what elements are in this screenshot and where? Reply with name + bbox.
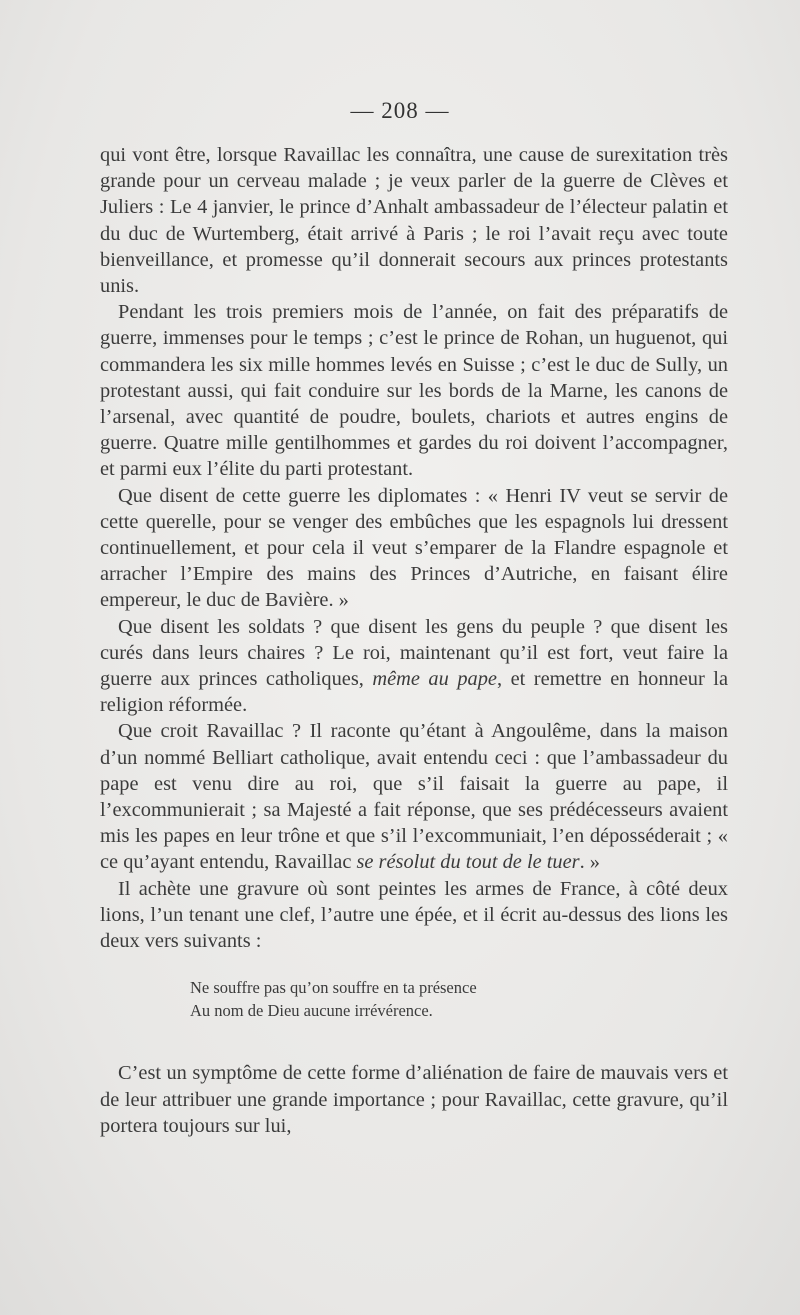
page-number: — 208 — [350,98,450,123]
verse-line-2: Au nom de Dieu aucune irrévérence. [190,1001,433,1021]
closing-paragraph: C’est un symptôme de cette forme d’aliénation de faire de mauvais vers et de leur attribuer une grande importance ; pour Ravaillac, cette gravure, qu’il portera toujours sur lui, [100,1062,728,1137]
paragraph-5 [100,718,728,875]
paragraph-2: Pendant les trois premiers mois de l’année, on fait des préparatifs de guerre, immenses pour le temps ; c’est le prince de Rohan, un huguenot, qui commandera les six mille hommes levés en Suisse ; c’est le duc de Sully, un protestant aussi, qui fait conduire sur les bords de la Marne, les canons de l’arsenal, avec quantité de poudre, boulets, chariots et autres engins de guerre. Quatre mille gentilhommes et gardes du roi doivent l’accompagner, et parmi eux l’élite du parti protestant. [100,301,728,481]
paragraph-4-text-before: Que disent les soldats ? que disent les gens du peuple ? que disent les curés dans leurs chaires ? Le roi, maintenant qu’il est fort, veut faire la guerre aux princes catholiques, [100,615,728,691]
body-text [100,142,728,1139]
paragraph-5-text-before: Que croit Ravaillac ? Il raconte qu’étant à Angoulême, dans la maison d’un nommé Belliart catholique, avait entendu ceci : que l’ambassadeur du pape est venu dire au roi, que s’il faisait la guerre au pape, il l’excommunierait ; sa Majesté a fait réponse, que ses prédécesseurs avaient mis les papes en leur trône et que s’il l’excommuniait, l’en déposséderait ; « ce qu’ayant entendu, Ravaillac [100,720,728,874]
paragraph-5-emphasis: se résolut du tout de le tuer [356,851,580,874]
paragraph-5-text-after: . » [579,851,600,874]
verse-line-1: Ne souffre pas qu’on souffre en ta présence [190,978,477,998]
paragraph-6: Il achète une gravure où sont peintes les armes de France, à côté deux lions, l’un tenant une clef, l’autre une épée, et il écrit au-dessus des lions les deux vers suivants : [100,877,728,953]
paragraph-4-text-after: , et remettre en honneur la religion réformée. [100,668,728,717]
paragraph-4-emphasis: même au pape [372,668,497,691]
paragraph-3: Que disent de cette guerre les diplomates : « Henri IV veut se servir de cette querelle, pour se venger des embûches que les espagnols lui dressent continuellement, et pour cela il veut s’emparer de la Flandre espagnole et arracher l’Empire des mains des Princes d’Autriche, en faisant élire empereur, le duc de Bavière. » [100,484,728,612]
paragraph-4 [100,614,728,719]
verse-quote [190,976,728,1022]
paragraph-1: qui vont être, lorsque Ravaillac les connaîtra, une cause de surexitation très grande pour un cerveau malade ; je veux parler de la guerre de Clèves et Juliers : Le 4 janvier, le prince d’Anhalt ambassadeur de l’électeur palatin et du duc de Wurtemberg, était arrivé à Paris ; le roi l’avait reçu avec toute bienveillance, et promesse qu’il donnerait secours aux princes protestants unis. [100,144,728,298]
